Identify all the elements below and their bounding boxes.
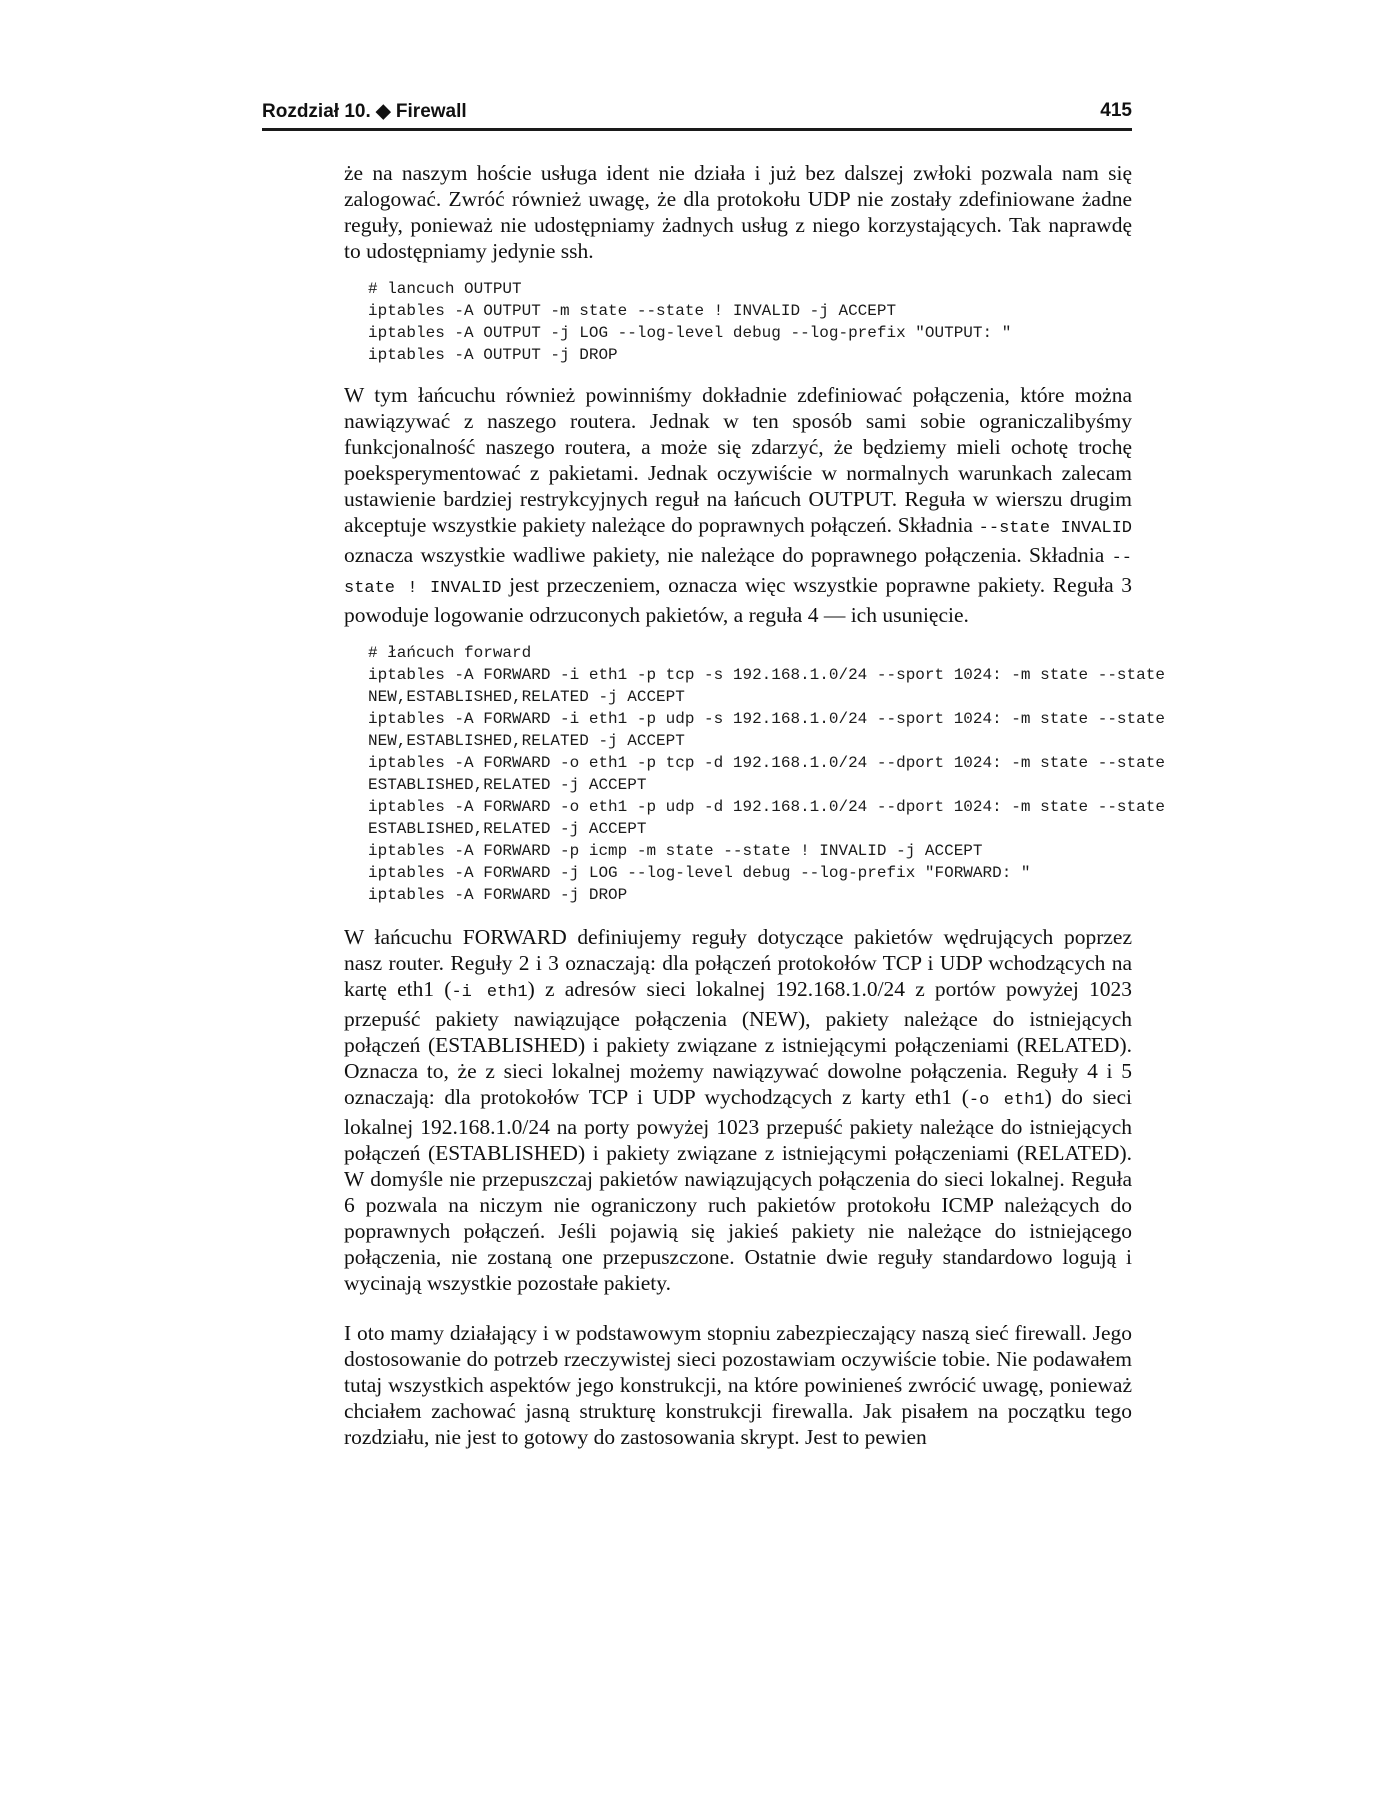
paragraph-3-text-a: W łańcuchu FORWARD definiujemy reguły dotyczące pakietów wędrujących poprzez nasz router. Reguły 2 i 3 oznaczają: dla połączeń protokołów TCP i UDP wchodzących na kartę eth1 (	[344, 925, 1132, 1001]
inline-code-state-invalid: --state INVALID	[978, 519, 1133, 538]
inline-code-output-interface: -o eth1	[968, 1091, 1045, 1110]
inline-code-input-interface: -i eth1	[451, 983, 528, 1002]
code-block-forward-chain: # łańcuch forward iptables -A FORWARD -i eth1 -p tcp -s 192.168.1.0/24 --sport 1024: -m state --state NEW,ESTABLISHED,RELATED -j ACCEPT iptables -A FORWARD -i eth1 -p udp -s 192.168.1.0/24 --sport 1024: -m state --state NEW,ESTABLISHED,RELATED -j ACCEPT iptables -A FORWARD -o eth1 -p tcp -d 192.168.1.0/24 --dport 1024: -m state --state ESTABLISHED,RELATED -j ACCEPT iptables -A FORWARD -o eth1 -p udp -d 192.168.1.0/24 --dport 1024: -m state --state ESTABLISHED,RELATED -j ACCEPT iptables -A FORWARD -p icmp -m state --state ! INVALID -j ACCEPT iptables -A FORWARD -j LOG --log-level debug --log-prefix "FORWARD: " iptables -A FORWARD -j DROP	[368, 644, 1165, 904]
paragraph-4: I oto mamy działający i w podstawowym stopniu zabezpieczający naszą sieć firewall. Jego dostosowanie do potrzeb rzeczywistej sieci pozostawiam oczywiście tobie. Nie podawałem tutaj wszystkich aspektów jego konstrukcji, na które powinieneś zwrócić uwagę, ponieważ chciałem zachować jasną strukturę konstrukcji firewalla. Jak pisałem na początku tego rozdziału, nie jest to gotowy do zastosowania skrypt. Jest to pewien	[344, 1321, 1132, 1449]
code-block-output-chain: # lancuch OUTPUT iptables -A OUTPUT -m state --state ! INVALID -j ACCEPT iptables -A OUTPUT -j LOG --log-level debug --log-prefix "OUTPUT: " iptables -A OUTPUT -j DROP	[368, 280, 1012, 364]
paragraph-2	[344, 382, 1132, 628]
page-number: 415	[1100, 100, 1132, 121]
paragraph-3-text-b: ) z adresów sieci lokalnej 192.168.1.0/24 z portów powyżej 1023 przepuść pakiety nawiązujące połączenia (NEW), pakiety należące do istniejących połączeń (ESTABLISHED) i pakiety związane z istniejącymi połączeniami (RELATED). Oznacza to, że z sieci lokalnej możemy nawiązywać dowolne połączenia. Reguły 4 i 5 oznaczają: dla protokołów TCP i UDP wychodzących z karty eth1 (	[344, 977, 1132, 1109]
inline-code-state-not-invalid: --state ! INVALID	[344, 549, 1132, 598]
running-header	[262, 98, 1132, 131]
paragraph-1: że na naszym hoście usługa ident nie działa i już bez dalszej zwłoki pozwala nam się zalogować. Zwróć również uwagę, że dla protokołu UDP nie zostały zdefiniowane żadne reguły, ponieważ nie udostępniamy żadnych usług z niego korzystających. Tak naprawdę to udostępniamy jedynie ssh.	[344, 161, 1132, 263]
paragraph-2-text-c: jest przeczeniem, oznacza więc wszystkie poprawne pakiety. Reguła 3 powoduje logowanie odrzuconych pakietów, a reguła 4 — ich usunięcie.	[344, 573, 1132, 627]
paragraph-3	[344, 924, 1132, 1296]
paragraph-2-text-b: oznacza wszystkie wadliwe pakiety, nie należące do poprawnego połączenia. Składnia	[344, 543, 1112, 567]
paragraph-3-text-c: ) do sieci lokalnej 192.168.1.0/24 na porty powyżej 1023 przepuść pakiety należące do istniejących połączeń (ESTABLISHED) i pakiety związane z istniejącymi połączeniami (RELATED). W domyśle nie przepuszczaj pakietów nawiązujących połączenia do sieci lokalnej. Reguła 6 pozwala na niczym nie ograniczony ruch pakietów protokołu ICMP należących do poprawnych połączeń. Jeśli pojawią się jakieś pakiety nie należące do istniejącego połączenia, nie zostaną one przepuszczone. Ostatnie dwie reguły standardowo logują i wycinają wszystkie pozostałe pakiety.	[344, 1085, 1132, 1295]
chapter-title: Rozdział 10. ◆ Firewall	[262, 101, 467, 122]
page-body	[344, 160, 1165, 1450]
paragraph-2-text-a: W tym łańcuchu również powinniśmy dokładnie zdefiniować połączenia, które można nawiązywać z naszego routera. Jednak w ten sposób sami sobie ograniczalibyśmy funkcjonalność naszego routera, a może się zdarzyć, że będziemy mieli ochotę trochę poeksperymentować z pakietami. Jednak oczywiście w normalnych warunkach zalecam ustawienie bardziej restrykcyjnych reguł na łańcuch OUTPUT. Reguła w wierszu drugim akceptuje wszystkie pakiety należące do poprawnych połączeń. Składnia	[344, 383, 1132, 537]
